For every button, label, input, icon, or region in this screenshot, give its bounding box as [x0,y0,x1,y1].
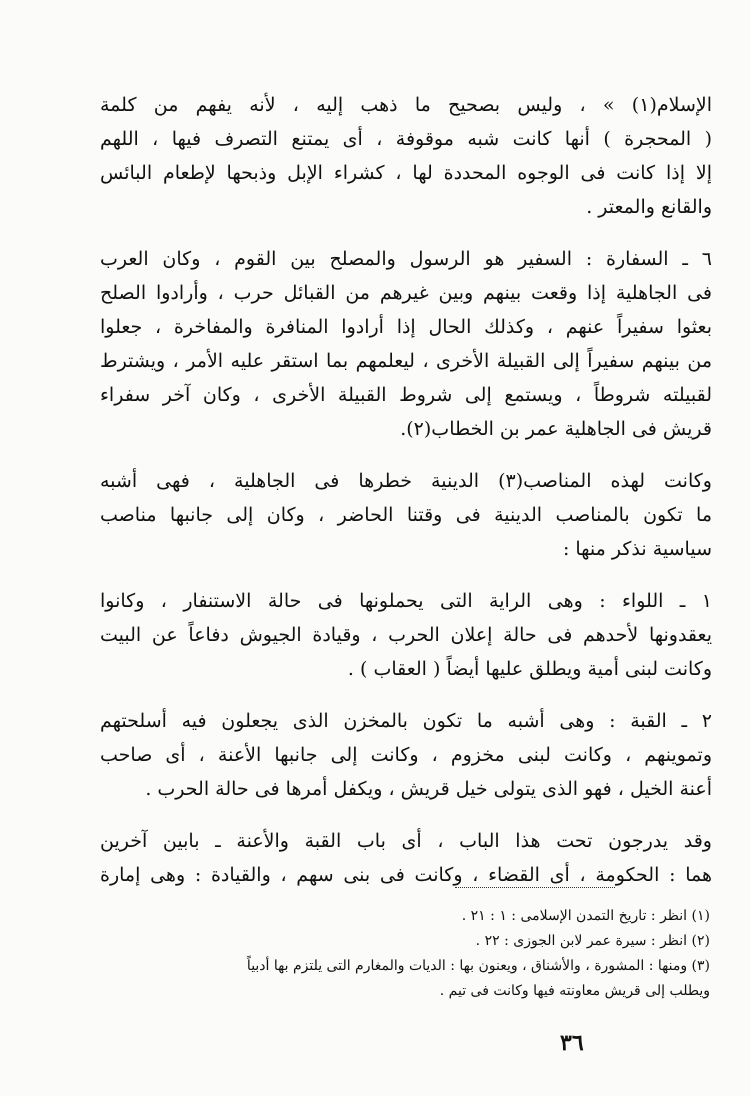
text-line: والقانع والمعتر . [586,196,712,218]
footnote-2: (٢) انظر : سيرة عمر لابن الجوزى : ٢٢ . [475,933,710,949]
footnote-3: (٣) ومنها : المشورة ، والأشناق ، ويعنون بها : الديات والمغارم التى يلتزم بها أدبياً [246,958,710,974]
paragraph-liwa [100,584,712,686]
text-line: ٢ ـ القبة : وهى أشبه ما تكون بالمخزن الذى يجعلون فيه أسلحتهم [100,710,712,732]
footnote-1: (١) انظر : تاريخ التمدن الإسلامى : ١ : ٢١ . [461,908,710,924]
text-line: قريش فى الجاهلية عمر بن الخطاب(٢). [400,418,712,440]
text-line: من بينهم سفيراً إلى القبيلة الأخرى ، ليعلمهم بما استقر عليه الأمر ، ويشترط [100,350,712,372]
text-line: بعثوا سفيراً عنهم ، وكذلك الحال إذا أرادوا المنافرة والمفاخرة ، جعلوا [100,316,712,338]
text-line: أعنة الخيل ، فهو الذى يتولى خيل قريش ، ويكفل أمرها فى حالة الحرب . [145,778,712,800]
text-line: وكانت لبنى أمية ويطلق عليها أيضاً ( العقاب ) . [347,658,712,680]
footnote-3-continued: ويطلب إلى قريش معاونته فيها وكانت فى تيم . [439,983,710,999]
text-line: إلا إذا كانت فى الوجوه المحددة لها ، كشراء الإبل وذبحها لإطعام البائس [100,162,712,184]
paragraph-religious-posts [100,464,712,566]
text-line: وتموينهم ، وكانت لبنى مخزوم ، وكانت إلى جانبها الأعنة ، أى صاحب [100,744,712,766]
text-line: سياسية نذكر منها : [562,538,712,560]
text-line: ٦ ـ السفارة : السفير هو الرسول والمصلح بين القوم ، وكان العرب [100,248,712,270]
footnotes [110,904,710,1004]
page-number: ٣٦ [560,1030,584,1056]
text-line: الإسلام(١) » ، وليس بصحيح ما ذهب إليه ، لأنه يفهم من كلمة [100,94,712,116]
footnote-divider [455,887,615,888]
text-line: هما : الحكومة ، أى القضاء ، وكانت فى بنى سهم ، والقيادة : وهى إمارة [100,864,712,886]
paragraph-1 [100,88,712,224]
text-line: فى الجاهلية إذا وقعت بينهم وبين غيرهم من القبائل حرب ، وأرادوا الصلح [100,282,712,304]
text-line: وقد يدرجون تحت هذا الباب ، أى باب القبة والأعنة ـ بابين آخرين [100,830,712,852]
text-line: وكانت لهذه المناصب(٣) الدينية خطرها فى الجاهلية ، فهى أشبه [100,470,712,492]
text-line: يعقدونها لأحدهم فى حالة إعلان الحرب ، وقيادة الجيوش دفاعاً عن البيت [100,624,712,646]
text-line: ( المحجرة ) أنها كانت شبه موقوفة ، أى يمتنع التصرف فيها ، اللهم [100,128,712,150]
paragraph-qubba [100,704,712,806]
text-line: لقبيلته شروطاً ، ويستمع إلى شروط القبيلة الأخرى ، وكان آخر سفراء [100,384,712,406]
main-text [100,88,712,892]
text-line: ١ ـ اللواء : وهى الراية التى يحملونها فى حالة الاستنفار ، وكانوا [100,590,712,612]
text-line: ما تكون بالمناصب الدينية فى وقتنا الحاضر ، وكان إلى جانبها مناصب [100,504,712,526]
paragraph-sifara [100,242,712,446]
paragraph-other-posts [100,824,712,892]
